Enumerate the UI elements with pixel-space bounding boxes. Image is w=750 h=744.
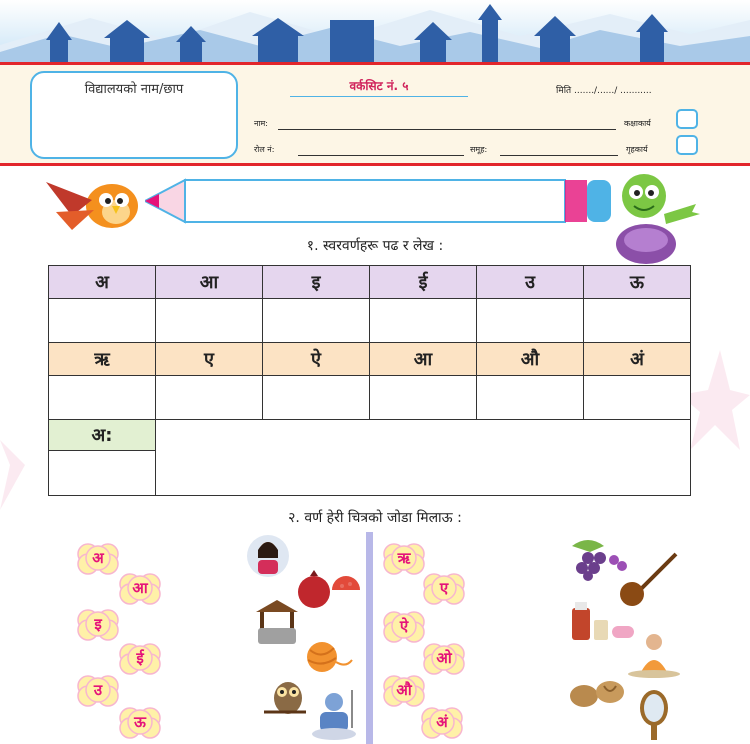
- letter-flower[interactable]: [116, 704, 164, 740]
- writing-area-large[interactable]: [156, 420, 691, 496]
- writing-cell[interactable]: [49, 299, 156, 343]
- section1-title: १. स्वरवर्णहरू पढ र लेख :: [306, 238, 444, 254]
- writing-row-2: [49, 376, 691, 420]
- letter-flower[interactable]: [420, 640, 468, 676]
- letter-flower[interactable]: [380, 608, 428, 644]
- classwork-label: कक्षाकार्य: [624, 119, 651, 128]
- walnut-picture-icon[interactable]: [566, 676, 634, 712]
- name-line[interactable]: [278, 129, 616, 130]
- letter-label: उ: [93, 681, 103, 699]
- vowel-table: [48, 265, 691, 496]
- letter-label: ऋ: [397, 549, 411, 567]
- letter-flower[interactable]: [74, 606, 122, 642]
- writing-cell[interactable]: [263, 299, 370, 343]
- name-label: नाम:: [254, 119, 268, 128]
- well-picture-icon[interactable]: [252, 598, 302, 646]
- vowel-cell: अ:: [49, 420, 156, 451]
- letter-flower[interactable]: [74, 672, 122, 708]
- letter-flower[interactable]: [116, 640, 164, 676]
- letter-label: ए: [439, 579, 449, 597]
- yarn-ball-picture-icon[interactable]: [300, 640, 354, 674]
- sage-picture-icon[interactable]: [622, 630, 684, 678]
- letter-label: अं: [436, 713, 448, 731]
- vowel-cell: ऋ: [49, 343, 156, 376]
- writing-row-1: [49, 299, 691, 343]
- writing-cell[interactable]: [263, 376, 370, 420]
- writing-cell[interactable]: [370, 376, 477, 420]
- letter-flower[interactable]: [116, 570, 164, 606]
- skyline-header: [0, 0, 750, 62]
- roll-number-line[interactable]: [298, 155, 464, 156]
- classwork-checkbox[interactable]: [676, 109, 698, 129]
- letter-label: ई: [136, 649, 144, 667]
- writing-cell[interactable]: [370, 299, 477, 343]
- student-info-band: [0, 62, 750, 166]
- writing-cell[interactable]: [584, 376, 691, 420]
- worksheet-title: वर्कसिट नं. ५: [290, 77, 468, 97]
- vowel-cell: ऐ: [263, 343, 370, 376]
- mirror-picture-icon[interactable]: [636, 688, 672, 742]
- writing-cell[interactable]: [156, 299, 263, 343]
- vowel-row-2: [49, 343, 691, 376]
- letter-flower[interactable]: [418, 704, 466, 740]
- writing-cell[interactable]: [477, 376, 584, 420]
- column-divider: [366, 532, 373, 744]
- letter-label: ऊ: [134, 713, 146, 731]
- roll-label: रोल नं:: [254, 145, 275, 154]
- writing-cell[interactable]: [49, 376, 156, 420]
- vowel-cell: औ: [477, 343, 584, 376]
- group-line[interactable]: [500, 155, 618, 156]
- vowel-cell: आ: [370, 343, 477, 376]
- woman-picture-icon[interactable]: [246, 534, 290, 578]
- school-stamp-box: [30, 71, 238, 159]
- letter-flower[interactable]: [380, 672, 428, 708]
- letter-flower[interactable]: [420, 570, 468, 606]
- vowel-cell: उ: [477, 266, 584, 299]
- shiva-picture-icon[interactable]: [306, 688, 362, 740]
- letter-flower[interactable]: [74, 540, 122, 576]
- school-name-label: विद्यालयको नाम/छाप: [84, 82, 184, 97]
- vowel-cell: ए: [156, 343, 263, 376]
- vowel-cell: ई: [370, 266, 477, 299]
- vowel-cell: इ: [263, 266, 370, 299]
- vowel-cell: ऊ: [584, 266, 691, 299]
- writing-cell[interactable]: [584, 299, 691, 343]
- homework-label: गृहकार्य: [626, 145, 648, 154]
- letter-label: ऐ: [399, 617, 409, 635]
- vowel-cell: अ: [49, 266, 156, 299]
- letter-label: आ: [132, 579, 148, 597]
- vowel-row-3: [49, 420, 691, 451]
- date-field[interactable]: मिति ......./....../ ...........: [556, 86, 652, 96]
- section2-title: २. वर्ण हेरी चित्रको जोडा मिलाऊ :: [288, 510, 462, 526]
- bird-icon: [42, 172, 147, 234]
- letter-label: अ: [92, 549, 104, 567]
- pomegranate-picture-icon[interactable]: [294, 570, 364, 610]
- owl-picture-icon[interactable]: [262, 672, 308, 716]
- group-label: समूह:: [470, 145, 488, 154]
- writing-cell[interactable]: [49, 451, 156, 496]
- writing-cell[interactable]: [477, 299, 584, 343]
- writing-cell[interactable]: [156, 376, 263, 420]
- vowel-cell: अं: [584, 343, 691, 376]
- turtle-mascot-icon: [604, 166, 704, 266]
- letter-label: औ: [396, 681, 412, 699]
- homework-checkbox[interactable]: [676, 135, 698, 155]
- letter-label: ओ: [436, 649, 452, 667]
- pencil-banner: [145, 178, 615, 224]
- letter-label: इ: [94, 615, 102, 633]
- vowel-row-1: [49, 266, 691, 299]
- vowel-cell: आ: [156, 266, 263, 299]
